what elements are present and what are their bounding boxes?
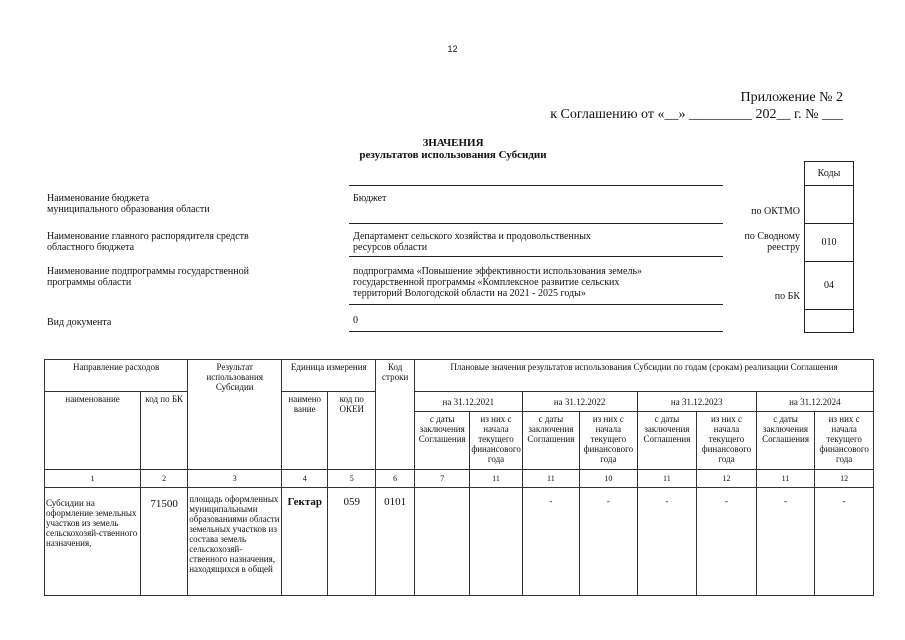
- underline-budget: [349, 223, 723, 224]
- header-name: наименование: [45, 392, 141, 470]
- header-from-year-2023: из них с начала текущего финансового года: [697, 412, 757, 470]
- header-from-date-2021: с даты заключения Соглашения: [415, 412, 470, 470]
- results-table: [44, 359, 874, 596]
- col-number: 2: [141, 470, 188, 488]
- label-document-type: Вид документа: [47, 317, 112, 328]
- col-number: 3: [188, 470, 282, 488]
- row-value: -: [637, 488, 697, 596]
- header-from-year-2022: из них с начала текущего финансового года: [580, 412, 637, 470]
- code-doc-type: [805, 310, 853, 332]
- header-year-2021: на 31.12.2021: [415, 392, 523, 412]
- value-main-administrator: Департамент сельского хозяйства и продовольственных ресурсов области: [353, 231, 591, 253]
- header-direction: Направление расходов: [45, 360, 188, 392]
- header-unit-name: наимено вание: [282, 392, 328, 470]
- col-number: 12: [697, 470, 757, 488]
- header-from-year-2024: из них с начала текущего финансового года: [815, 412, 874, 470]
- header-row-code: Код строки: [376, 360, 415, 470]
- row-code: 0101: [376, 488, 415, 596]
- header-year-2023: на 31.12.2023: [637, 392, 756, 412]
- code-bk: 04: [805, 262, 853, 310]
- header-year-2024: на 31.12.2024: [756, 392, 873, 412]
- row-unit: Гектар: [282, 488, 328, 596]
- label-main-administrator: Наименование главного распорядителя средств областного бюджета: [47, 231, 249, 253]
- code-label-bk: по БК: [774, 291, 800, 302]
- col-number: 10: [580, 470, 637, 488]
- col-number: 11: [470, 470, 522, 488]
- row-bk-code: 71500: [141, 488, 188, 596]
- header-unit: Единица измерения: [282, 360, 376, 392]
- col-number: 5: [328, 470, 376, 488]
- underline-subprogram: [349, 304, 723, 305]
- col-number: 12: [815, 470, 874, 488]
- header-from-date-2023: с даты заключения Соглашения: [637, 412, 697, 470]
- header-year-2022: на 31.12.2022: [522, 392, 637, 412]
- table-row: [45, 488, 874, 596]
- underline-budget-top: [349, 185, 723, 186]
- header-from-date-2022: с даты заключения Соглашения: [522, 412, 579, 470]
- col-number: 6: [376, 470, 415, 488]
- row-value: [415, 488, 470, 596]
- header-from-year-2021: из них с начала текущего финансового года: [470, 412, 522, 470]
- label-subprogram: Наименование подпрограммы государственной программы области: [47, 266, 249, 288]
- col-number: 4: [282, 470, 328, 488]
- code-registry: 010: [805, 224, 853, 262]
- row-name: Субсидии на оформление земельных участков из земель сельскохозяй-ственного назначения,: [45, 488, 141, 596]
- header-planned-values: Плановые значения результатов использования Субсидии по годам (срокам) реализации Соглашения: [415, 360, 874, 392]
- value-subprogram: подпрограмма «Повышение эффективности использования земель» государственной программы «Комплексное развитие сельских территорий Вологодской области на 2021 - 2025 годы»: [353, 266, 643, 299]
- row-value: -: [697, 488, 757, 596]
- row-value: -: [580, 488, 637, 596]
- document-subtitle: результатов использования Субсидии: [359, 149, 547, 161]
- col-number: 11: [522, 470, 579, 488]
- appendix-agreement-ref: к Соглашению от «__» _________ 202__ г. № ___: [550, 107, 843, 122]
- header-from-date-2024: с даты заключения Соглашения: [756, 412, 815, 470]
- row-okei: 059: [328, 488, 376, 596]
- row-result: площадь оформленных муниципальными образованиями области земельных участков из состава земель сельскохозяй-ственного назначения, находящихся в общей: [188, 488, 282, 596]
- row-value: -: [522, 488, 579, 596]
- code-label-oktmo: по ОКТМО: [751, 206, 800, 217]
- value-document-type: 0: [353, 315, 358, 326]
- col-number: 7: [415, 470, 470, 488]
- col-number: 11: [637, 470, 697, 488]
- appendix-number: Приложение № 2: [740, 90, 843, 105]
- row-value: -: [756, 488, 815, 596]
- page-number: 12: [447, 44, 458, 54]
- codes-box: [804, 161, 854, 333]
- code-oktmo: [805, 186, 853, 224]
- underline-main-administrator: [349, 256, 723, 257]
- header-bk-code: код по БК: [141, 392, 188, 470]
- col-number: 1: [45, 470, 141, 488]
- row-value: -: [815, 488, 874, 596]
- underline-document-type: [349, 331, 723, 332]
- row-value: [470, 488, 522, 596]
- col-number: 11: [756, 470, 815, 488]
- codes-header: Коды: [805, 162, 853, 186]
- value-budget: Бюджет: [353, 193, 387, 204]
- header-okei-code: код по ОКЕИ: [328, 392, 376, 470]
- header-result: Результат использования Субсидии: [188, 360, 282, 470]
- code-label-registry: по Сводному реестру: [744, 231, 800, 253]
- document-title: ЗНАЧЕНИЯ: [422, 137, 484, 149]
- label-budget-name: Наименование бюджета муниципального образования области: [47, 193, 210, 215]
